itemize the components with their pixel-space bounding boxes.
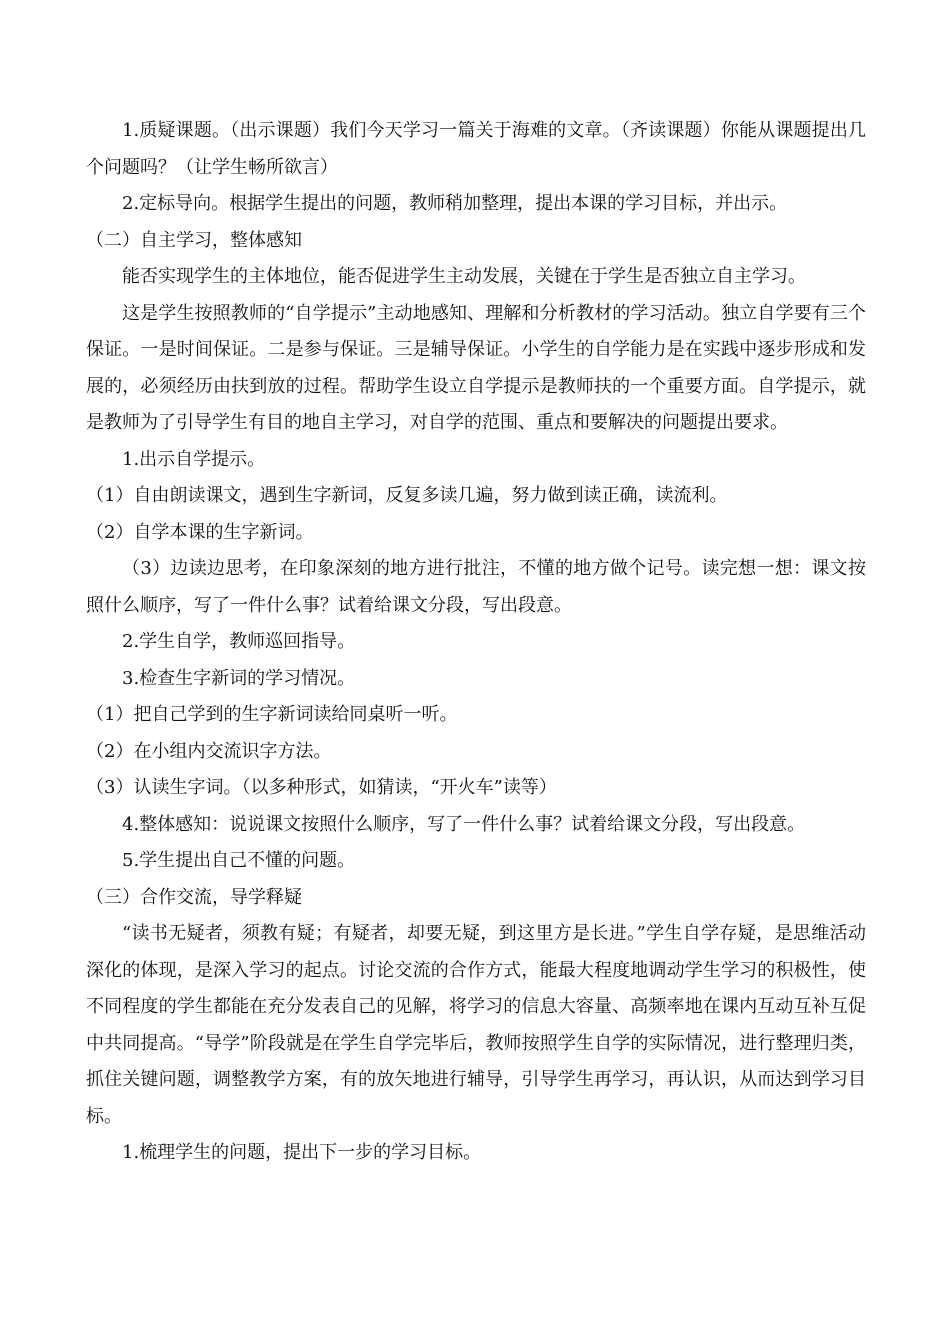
section-heading-cooperation: （三）合作交流，导学释疑 [86,886,302,908]
paragraph-self-study-intro: 能否实现学生的主体地位，能否促进学生主动发展，关键在于学生是否独立自主学习。 [122,266,806,287]
list-item-teacher-guidance: 2.学生自学，教师巡回指导。 [122,631,356,652]
list-subitem-recognize-words: （3）认读生字词。（以多种形式，如猜读，“开火车”读等） [86,777,557,798]
list-subitem-new-words: （2）自学本课的生字新词。 [86,521,314,543]
paragraph-question-title: 1.质疑课题。（出示课题）我们今天学习一篇关于海难的文章。（齐读课题）你能从课题提出几个问题吗？（让学生畅所欲言） [86,120,866,178]
list-subitem-group-exchange: （2）在小组内交流识字方法。 [86,740,332,762]
list-item-show-tips: 1.出示自学提示。 [122,448,266,470]
section-heading-self-study: （二）自主学习，整体感知 [86,229,302,251]
paragraph-set-goals: 2.定标导向。根据学生提出的问题，教师稍加整理，提出本课的学习目标，并出示。 [122,193,788,214]
list-item-check-words: 3.检查生字新词的学习情况。 [122,667,356,689]
list-subitem-read-think: （3）边读边思考，在印象深刻的地方进行批注，不懂的地方做个记号。读完想一想：课文按照什么顺序，写了一件什么事？试着给课文分段，写出段意。 [86,558,866,616]
paragraph-cooperation-explanation: “读书无疑者，须教有疑；有疑者，却要无疑，到这里方是长进。”学生自学存疑，是思维活动深化的体现，是深入学习的起点。讨论交流的合作方式，能最大程度地调动学生学习的积极性，使不同程度的学生都能在充分发表自己的见解，将学习的信息大容量、高频率地在课内互动互补互促中共同提高。“导学”阶段就是在学生自学完毕后，教师按照学生自学的实际情况，进行整理归类，抓住关键问题，调整教学方案，有的放矢地进行辅导，引导学生再学习，再认识，从而达到学习目标。 [86,923,866,1127]
list-item-overall-perception: 4.整体感知：说说课文按照什么顺序，写了一件什么事？试着给课文分段，写出段意。 [122,813,806,835]
document-body [86,113,866,1172]
list-item-sort-questions: 1.梳理学生的问题，提出下一步的学习目标。 [122,1142,482,1163]
list-subitem-read-to-partner: （1）把自己学到的生字新词读给同桌听一听。 [86,704,458,725]
list-item-raise-questions: 5.学生提出自己不懂的问题。 [122,850,356,871]
paragraph-self-study-explanation: 这是学生按照教师的“自学提示”主动地感知、理解和分析教材的学习活动。独立自学要有三个保证。一是时间保证。二是参与保证。三是辅导保证。小学生的自学能力是在实践中逐步形成和发展的，必须经历由扶到放的过程。帮助学生设立自学提示是教师扶的一个重要方面。自学提示，就是教师为了引导学生有目的地自主学习，对自学的范围、重点和要解决的问题提出要求。 [86,302,866,433]
list-subitem-read-aloud: （1）自由朗读课文，遇到生字新词，反复多读几遍，努力做到读正确，读流利。 [86,485,728,506]
